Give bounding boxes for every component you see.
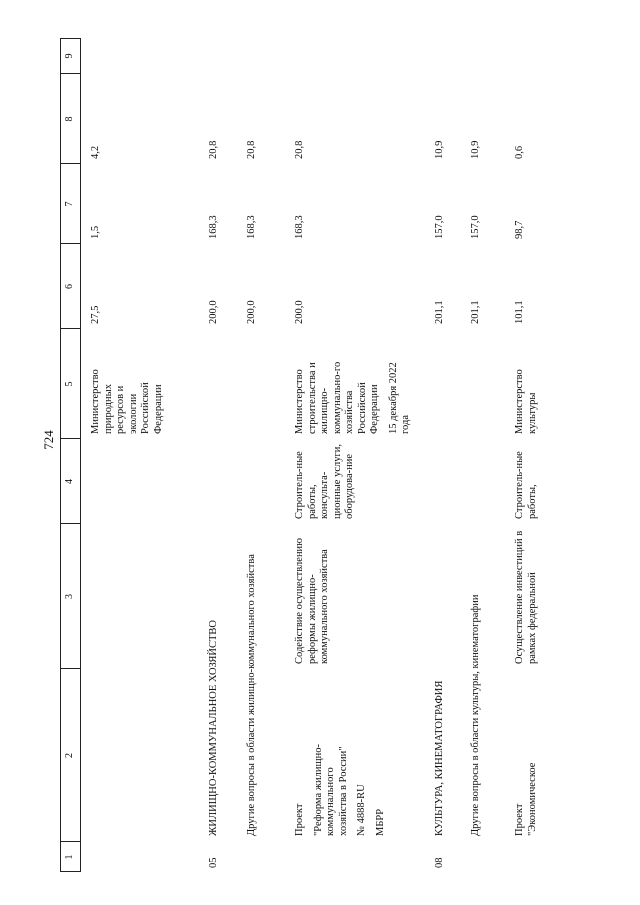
project-lender: МБРР [374, 808, 386, 836]
table-cell-value: 27,5 [90, 305, 101, 324]
col-divider [60, 243, 80, 244]
table-cell-value: 201,1 [434, 300, 445, 324]
header-col-5: 5 [64, 381, 75, 387]
table-frame [60, 38, 607, 872]
col-divider [60, 38, 80, 39]
project-label: Проект [294, 803, 305, 836]
col-divider [60, 163, 80, 164]
table-cell-agency: Министерство культуры [514, 369, 538, 434]
header-col-2: 2 [64, 753, 75, 758]
header-col-6: 6 [64, 284, 75, 289]
table-cell-purpose: Содействие осуществлению реформы жилищно-коммунального хозяйства [294, 537, 330, 664]
rotated-table [60, 38, 607, 872]
table-cell-work-type: Строитель-ные работы, [514, 451, 538, 519]
table-cell-project [294, 744, 387, 836]
table-cell-value: 168,3 [208, 215, 219, 239]
table-cell-purpose: Осуществление инвестиций в рамках федеральной [514, 530, 538, 664]
table-cell-section-title: КУЛЬТУРА, КИНЕМАТОГРАФИЯ [434, 680, 445, 836]
header-col-1: 1 [64, 854, 75, 860]
table-cell-value: 98,7 [514, 220, 525, 239]
table-cell-value: 20,8 [294, 140, 305, 159]
col-divider [60, 871, 80, 872]
table-cell-value: 20,8 [208, 140, 219, 159]
table-cell-subsection-title: Другие вопросы в области культуры, кинематографии [470, 594, 481, 836]
page-number: 724 [41, 430, 56, 450]
completion-date: 15 декабря 2022 года [387, 362, 411, 434]
header-col-3: 3 [64, 594, 75, 599]
table-cell-value: 101,1 [514, 300, 525, 324]
project-number: № 4888-RU [356, 784, 367, 836]
table-cell-agency [294, 352, 413, 434]
header-bottom-rule [80, 38, 81, 872]
table-cell-section-title: ЖИЛИЩНО-КОММУНАЛЬНОЕ ХОЗЯЙСТВО [208, 620, 219, 836]
table-cell-value: 20,8 [246, 140, 257, 159]
table-cell-section-code: 05 [208, 857, 219, 868]
table-cell-section-code: 08 [434, 857, 445, 868]
table-cell-value: 1,5 [90, 225, 101, 239]
header-col-8: 8 [64, 116, 75, 122]
table-cell-value: 168,3 [294, 215, 305, 239]
table-cell-work-type: Строитель-ные работы, консульта-ционные услуги, оборудова-ние [294, 443, 355, 519]
col-divider [60, 438, 80, 439]
table-cell-project: Проект "Экономическое [514, 762, 538, 836]
col-divider [60, 523, 80, 524]
table-cell-value: 200,0 [208, 300, 219, 324]
header-col-9: 9 [64, 53, 75, 59]
table-cell-subsection-title: Другие вопросы в области жилищно-коммунального хозяйства [246, 554, 257, 836]
agency-name: Министерство строительства и жилищно-коммунально-го хозяйства Российской Федерации [294, 361, 380, 434]
table-cell-value: 0,6 [514, 145, 525, 159]
table-cell-value: 168,3 [246, 215, 257, 239]
table-cell-value: 200,0 [246, 300, 257, 324]
table-cell-value: 201,1 [470, 300, 481, 324]
table-cell-value: 157,0 [434, 215, 445, 239]
header-col-7: 7 [64, 201, 75, 207]
col-divider [60, 328, 80, 329]
table-cell-value: 10,9 [434, 140, 445, 159]
header-col-4: 4 [64, 479, 75, 484]
table-cell-agency: Министерство природных ресурсов и экологии Российской Федерации [90, 369, 164, 434]
project-name: "Реформа жилищно-коммунального хозяйства в России" [312, 744, 349, 836]
table-cell-value: 157,0 [470, 215, 481, 239]
col-divider [60, 73, 80, 74]
table-cell-value: 4,2 [90, 145, 101, 159]
table-cell-value: 10,9 [470, 140, 481, 159]
col-divider [60, 668, 80, 669]
col-divider [60, 841, 80, 842]
table-cell-value: 200,0 [294, 300, 305, 324]
